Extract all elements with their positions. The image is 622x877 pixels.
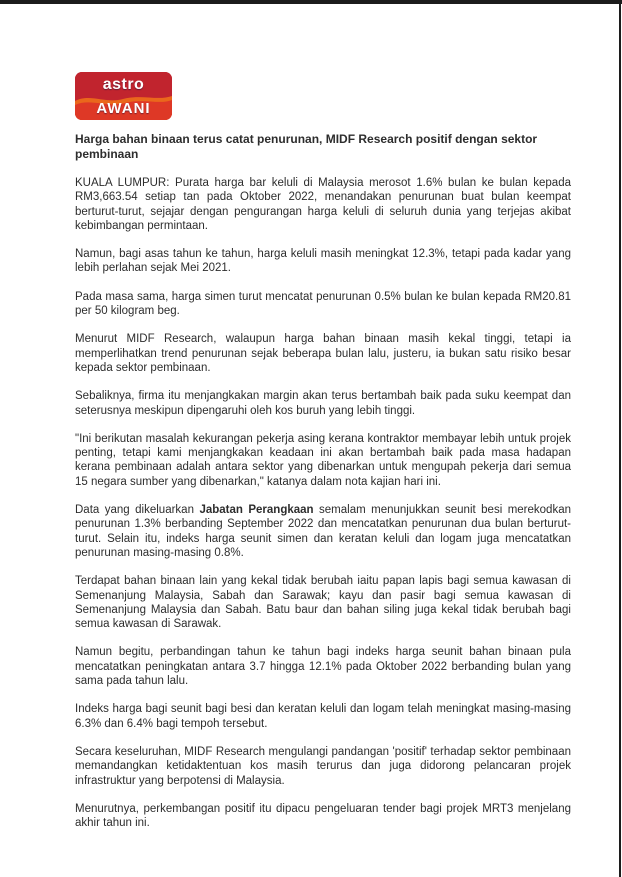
- paragraph-7-lead: Data yang dikeluarkan: [75, 504, 200, 517]
- headline: Harga bahan binaan terus catat penurunan, MIDF Research positif dengan sektor pembinaan: [75, 132, 538, 161]
- paragraph-12: Menurutnya, perkembangan positif itu dipacu pengeluaran tender bagi projek MRT3 menjelang akhir tahun ini.: [75, 802, 571, 830]
- paragraph-7: [75, 503, 571, 560]
- paragraph-7-rest: semalam menunjukkan seunit besi merekodkan penurunan 1.3% berbanding September 2022 dan mencatatkan penurunan dua bulan berturut-turut. Selain itu, indeks harga seunit simen dan keratan keluli dan logam juga mencatatkan penurunan masing-masing 0.8%.: [75, 504, 571, 559]
- paragraph-1: KUALA LUMPUR: Purata harga bar keluli di Malaysia merosot 1.6% bulan ke bulan kepada RM3,663.54 setiap tan pada Oktober 2022, menandakan penurunan buat bulan keempat berturut-turut, sejajar dengan pengurangan harga keluli di seluruh dunia yang terjejas akibat kebimbangan permintaan.: [75, 177, 571, 232]
- paragraph-9: Namun begitu, perbandingan tahun ke tahun bagi indeks harga seunit bahan binaan pula mencatatkan peningkatan antara 3.7 hingga 12.1% pada Oktober 2022 berbanding bulan yang sama pada tahun lalu.: [75, 646, 571, 688]
- window-top-edge: [0, 0, 622, 4]
- paragraph-4: Menurut MIDF Research, walaupun harga bahan binaan masih kekal tinggi, tetapi ia memperlihatkan trend penurunan sejak beberapa bulan lalu, justeru, ia bukan satu risiko besar kepada sektor pembinaan.: [75, 333, 571, 374]
- paragraph-3: Pada masa sama, harga simen turut mencatat penurunan 0.5% bulan ke bulan kepada RM20.81 per 50 kilogram beg.: [75, 290, 571, 318]
- paragraph-10: Indeks harga bagi seunit bagi besi dan keratan keluli dan logam telah meningkat masing-masing 6.3% dan 6.4% bagi tempoh tersebut.: [75, 703, 571, 730]
- paragraph-6: "Ini berikutan masalah kekurangan pekerja asing kerana kontraktor membayar lebih untuk projek penting, tetapi kami menjangkakan keadaan ini akan bertambah baik pada masa hadapan kerana pembinaan adalah antara sektor yang dibenarkan untuk mengupah pekerja dari semua 15 negara sumber yang dibenarkan," katanya dalam nota kajian hari ini.: [75, 432, 571, 488]
- paragraph-7-bold-term: Jabatan Perangkaan: [199, 504, 314, 517]
- logo-astro-text: astro: [102, 76, 145, 93]
- astro-awani-logo: [75, 72, 172, 120]
- paragraph-5: Sebaliknya, firma itu menjangkakan margin akan terus bertambah baik pada suku keempat dan seterusnya meskipun dipengaruhi oleh kos buruh yang lebih tinggi.: [75, 390, 571, 417]
- article-content: [75, 72, 571, 844]
- window-right-edge: [619, 0, 621, 877]
- paragraph-2: Namun, bagi asas tahun ke tahun, harga keluli masih meningkat 12.3%, tetapi pada kadar yang lebih perlahan sejak Mei 2021.: [75, 248, 571, 275]
- paragraph-11: Secara keseluruhan, MIDF Research mengulangi pandangan 'positif' terhadap sektor pembinaan memandangkan ketidaktentuan kos masih terurus dan juga didorong pelancaran projek infrastruktur yang berpotensi di Malaysia.: [75, 745, 571, 787]
- logo-awani-text: AWANI: [96, 100, 151, 117]
- paragraph-8: Terdapat bahan binaan lain yang kekal tidak berubah iaitu papan lapis bagi semua kawasan di Semenanjung Malaysia, Sabah dan Sarawak; kayu dan pasir bagi semua kawasan di Semenanjung Malaysia dan Sabah. Batu baur dan bahan siling juga kekal tidak berubah bagi semua kawasan di Sarawak.: [75, 575, 571, 631]
